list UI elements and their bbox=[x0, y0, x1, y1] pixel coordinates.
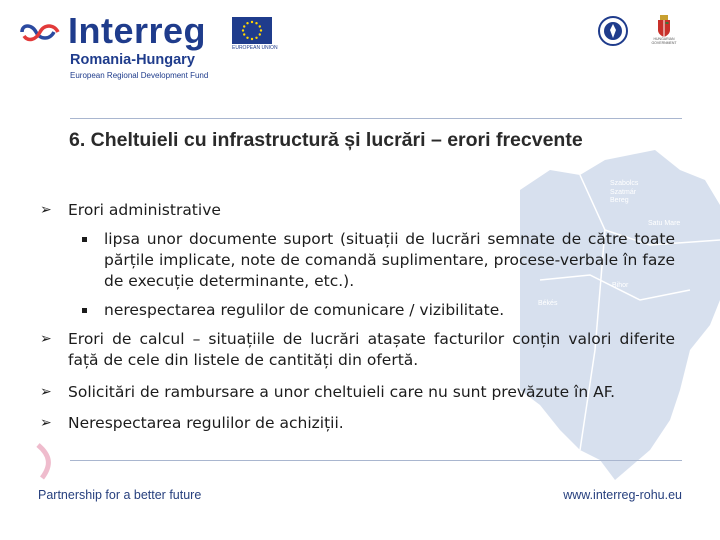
slide-content bbox=[40, 200, 675, 434]
arrow-bullet-icon: ➢ bbox=[40, 331, 52, 347]
list-item bbox=[40, 200, 675, 221]
sub-list-item-text: nerespectarea regulilor de comunicare / vizibilitate. bbox=[104, 301, 505, 319]
map-label-bekes: Békés bbox=[538, 300, 558, 307]
footer-url-link[interactable]: www.interreg-rohu.eu bbox=[563, 488, 682, 502]
fund-name: European Regional Development Fund bbox=[70, 71, 209, 80]
map-label-szabolcs: Szabolcs Szatmár Bereg bbox=[610, 180, 639, 204]
sub-list-item bbox=[40, 229, 675, 292]
footer-divider bbox=[70, 460, 682, 461]
square-bullet-icon bbox=[82, 237, 87, 242]
square-bullet-icon bbox=[82, 308, 87, 313]
list-item bbox=[40, 382, 675, 403]
footer-tagline: Partnership for a better future bbox=[38, 488, 202, 502]
arrow-bullet-icon: ➢ bbox=[40, 384, 52, 400]
arrow-bullet-icon: ➢ bbox=[40, 202, 52, 218]
eu-label: EUROPEAN UNION bbox=[232, 45, 278, 51]
map-label-bihor: Bihor bbox=[612, 282, 629, 289]
interreg-logo-icon bbox=[18, 20, 62, 44]
map-label-satu-mare: Satu Mare bbox=[648, 220, 681, 227]
slide-title: 6. Cheltuieli cu infrastructură și lucrări – erori frecvente bbox=[69, 129, 583, 151]
logo-wordmark: Interreg bbox=[68, 10, 207, 51]
header-divider bbox=[70, 118, 682, 119]
list-item-text: Nerespectarea regulilor de achiziții. bbox=[68, 414, 344, 432]
program-name: Romania-Hungary bbox=[70, 52, 195, 68]
sub-list-item-text: lipsa unor documente suport (situații de lucrări semnate de către toate părțile implicate, note de comandă suplimentare, procese-verbale în faze de execuție determinante, etc.). bbox=[104, 230, 675, 290]
list-item bbox=[40, 329, 675, 371]
eu-flag-icon bbox=[232, 17, 272, 44]
decorative-swoosh-icon bbox=[30, 440, 70, 480]
list-item-text: Erori administrative bbox=[68, 201, 221, 219]
list-item-text: Solicitări de rambursare a unor cheltuieli care nu sunt prevăzute în AF. bbox=[68, 383, 616, 401]
hungarian-government-label: HUNGARIAN GOVERNMENT bbox=[651, 37, 677, 45]
arrow-bullet-icon: ➢ bbox=[40, 415, 52, 431]
list-item-text: Erori de calcul – situațiile de lucrări atașate facturilor conțin valori diferite față de cele din listele de cantități din ofertă. bbox=[68, 330, 675, 369]
list-item bbox=[40, 413, 675, 434]
romania-seal-icon bbox=[598, 16, 628, 46]
sub-list-item bbox=[40, 300, 675, 321]
